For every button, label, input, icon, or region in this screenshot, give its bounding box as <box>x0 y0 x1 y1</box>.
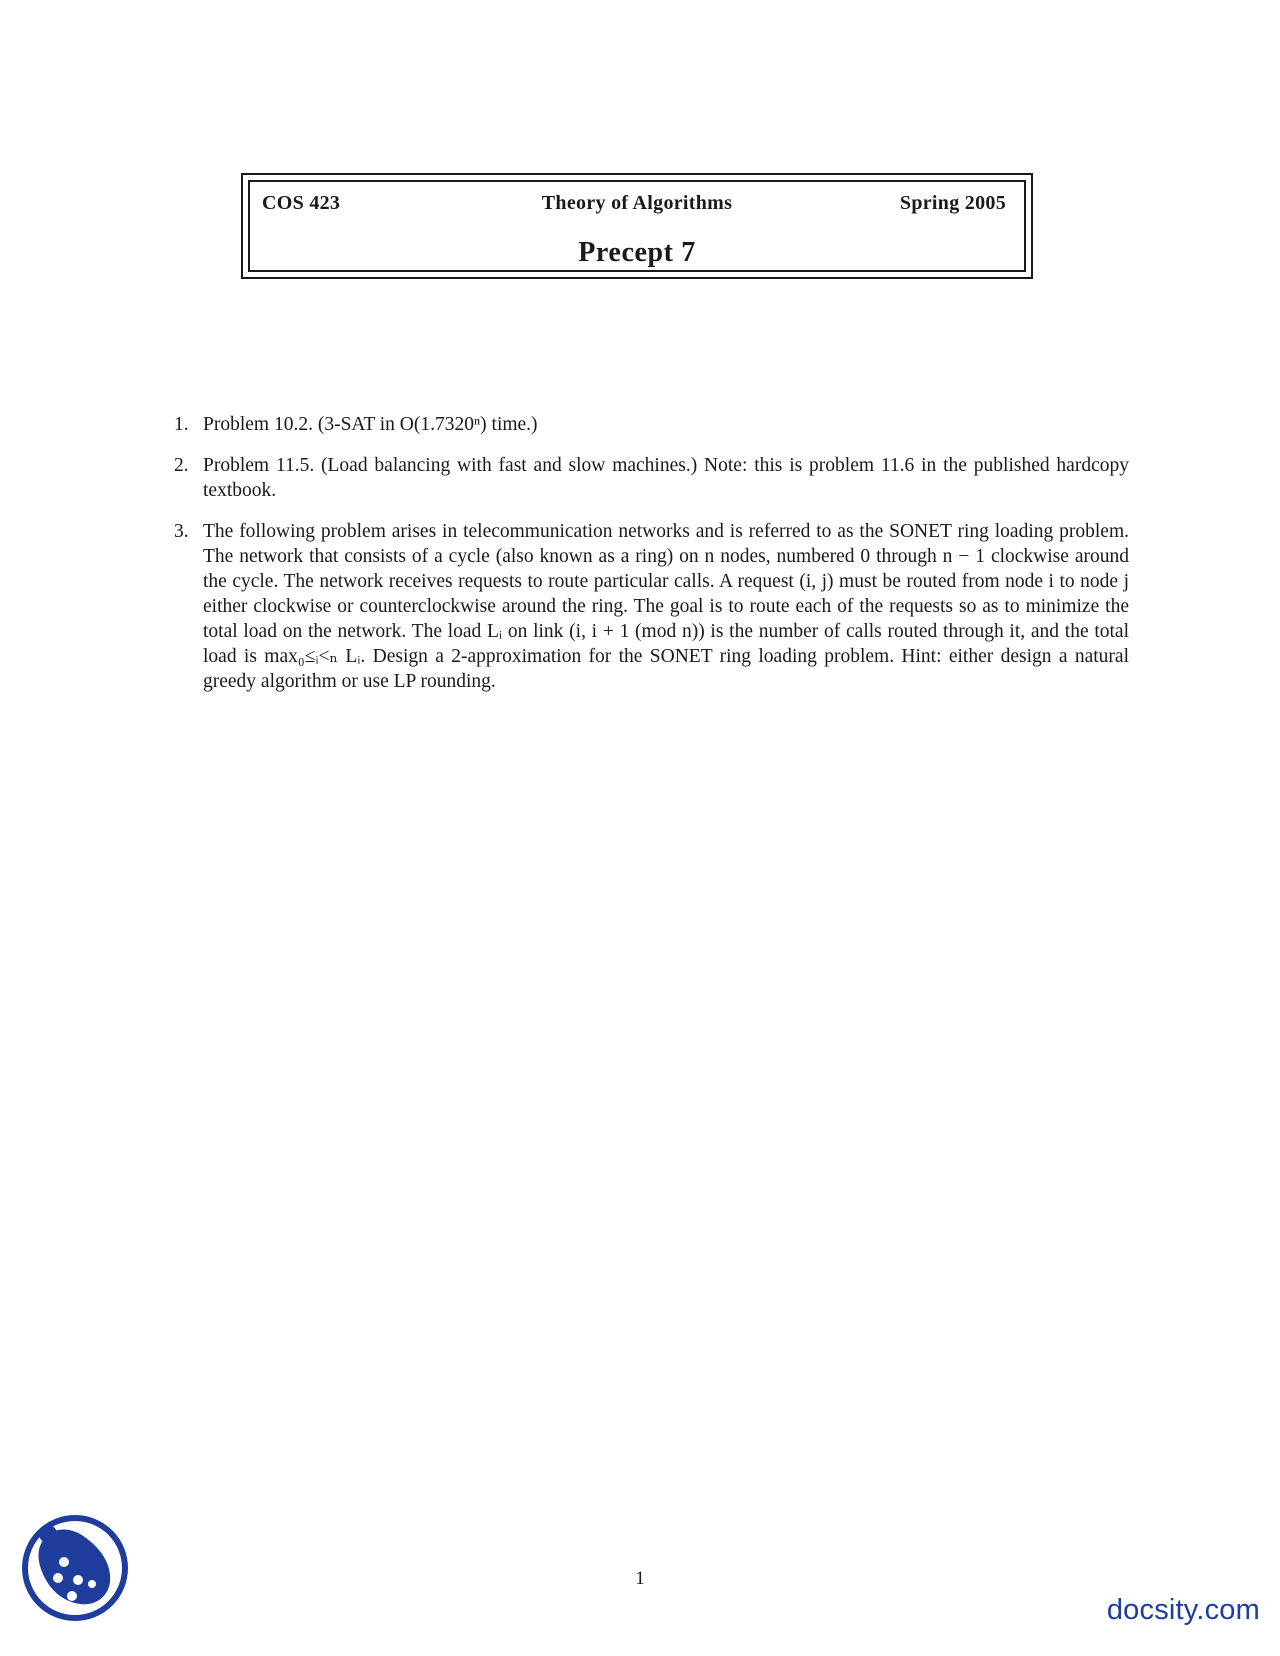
docsity-logo-icon[interactable] <box>20 1512 130 1624</box>
header-box <box>241 173 1033 279</box>
course-code: COS 423 <box>262 192 341 214</box>
problem-text: Problem 10.2. (3-SAT in O(1.7320ⁿ) time.) <box>203 414 538 435</box>
problem-number: 2. <box>174 455 189 476</box>
problem-number: 3. <box>174 521 189 542</box>
header-row <box>250 192 1024 218</box>
course-term: Spring 2005 <box>899 192 1006 214</box>
problem-item <box>174 412 1129 437</box>
course-subject: Theory of Algorithms <box>541 192 733 214</box>
page-number: 1 <box>635 1568 645 1589</box>
docsity-brand-link[interactable]: docsity.com <box>1106 1594 1260 1626</box>
header-inner-frame <box>248 180 1026 272</box>
problem-text: Problem 11.5. (Load balancing with fast and slow machines.) Note: this is problem 11.6 in the published hardcopy textbook. <box>203 455 1129 501</box>
problem-item <box>174 519 1129 694</box>
problem-item <box>174 453 1129 503</box>
problem-text: The following problem arises in telecommunication networks and is referred to as the SONET ring loading problem. The network that consists of a cycle (also known as a ring) on n nodes, numbered 0 through n − 1 clockwise around the cycle. The network receives requests to route particular calls. A request (i, j) must be routed from node i to node j either clockwise or counterclockwise around the ring. The goal is to route each of the requests so as to minimize the total load on the network. The load Lᵢ on link (i, i + 1 (mod n)) is the number of calls routed through it, and the total load is max₀≤ᵢ<ₙ Lᵢ. Design a 2-approximation for the SONET ring loading problem. Hint: either design a natural greedy algorithm or use LP rounding. <box>203 521 1129 692</box>
problem-list <box>174 412 1129 710</box>
page-title: Precept 7 <box>578 237 696 268</box>
problem-number: 1. <box>174 414 189 435</box>
